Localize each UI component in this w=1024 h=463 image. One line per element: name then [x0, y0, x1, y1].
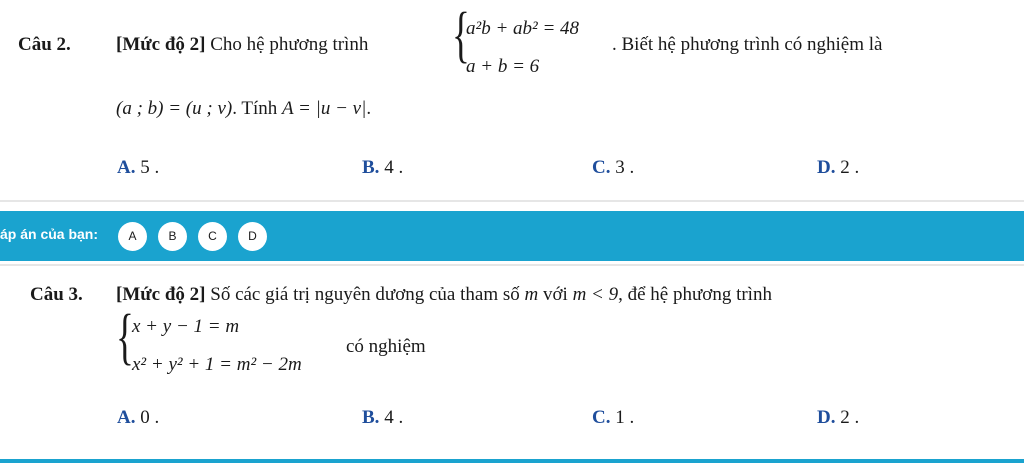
q2-answer-b: B. 4 . — [362, 157, 404, 178]
q2-level: [Mức độ 2] — [116, 34, 206, 55]
q2-line-2 — [116, 98, 371, 120]
q3-text-1: Số các giá trị nguyên dương của tham số — [205, 284, 525, 305]
q3-answer-b: B. 4 . — [362, 407, 404, 428]
q2-text-1: Cho hệ phương trình — [205, 34, 369, 55]
q2-answer-d: D. 2 . — [817, 157, 860, 178]
q3-line-1 — [116, 284, 772, 306]
q2-solution-pair: (a ; b) = (u ; v) — [116, 98, 233, 119]
q2-expression: A = |u − v| — [282, 98, 367, 119]
q3-param-m: m — [524, 284, 539, 305]
q3-condition: m < 9 — [572, 284, 619, 305]
q3-brace: { — [116, 303, 134, 371]
answer-option-a[interactable]: A — [118, 222, 147, 251]
q3-answer-a: A. 0 . — [117, 407, 160, 428]
q2-label: Câu 2. — [18, 34, 71, 55]
q2-text-4: . Tính — [232, 98, 283, 119]
q3-text-2: với — [538, 284, 573, 305]
bottom-accent-bar — [0, 459, 1024, 463]
answer-option-c[interactable]: C — [198, 222, 227, 251]
answer-option-d[interactable]: D — [238, 222, 267, 251]
q3-eq-1: x + y − 1 = m — [132, 316, 240, 337]
answer-bar-label: áp án của bạn: — [0, 226, 99, 242]
q3-level: [Mức độ 2] — [116, 284, 206, 305]
q2-text-6: . — [366, 98, 372, 119]
q2-eq-1: a²b + ab² = 48 — [466, 18, 580, 39]
divider-top — [0, 200, 1024, 202]
answer-option-b[interactable]: B — [158, 222, 187, 251]
q2-line-1 — [116, 34, 368, 56]
divider-bottom — [0, 264, 1024, 266]
q3-text-3: , để hệ phương trình — [618, 284, 772, 305]
q3-text-4: có nghiệm — [346, 336, 426, 357]
q3-eq-2: x² + y² + 1 = m² − 2m — [132, 354, 302, 375]
q3-equation-system — [116, 303, 356, 384]
answer-bar — [0, 211, 1024, 261]
q2-equation-system — [452, 1, 612, 84]
q2-answer-c: C. 3 . — [592, 157, 635, 178]
q2-brace: { — [452, 1, 470, 69]
q2-line-1b: . Biết hệ phương trình có nghiệm là — [612, 34, 883, 55]
q2-eq-2: a + b = 6 — [466, 56, 540, 77]
q3-answer-d: D. 2 . — [817, 407, 860, 428]
q3-label: Câu 3. — [30, 284, 83, 305]
q3-answer-c: C. 1 . — [592, 407, 635, 428]
q2-answer-a: A. 5 . — [117, 157, 160, 178]
